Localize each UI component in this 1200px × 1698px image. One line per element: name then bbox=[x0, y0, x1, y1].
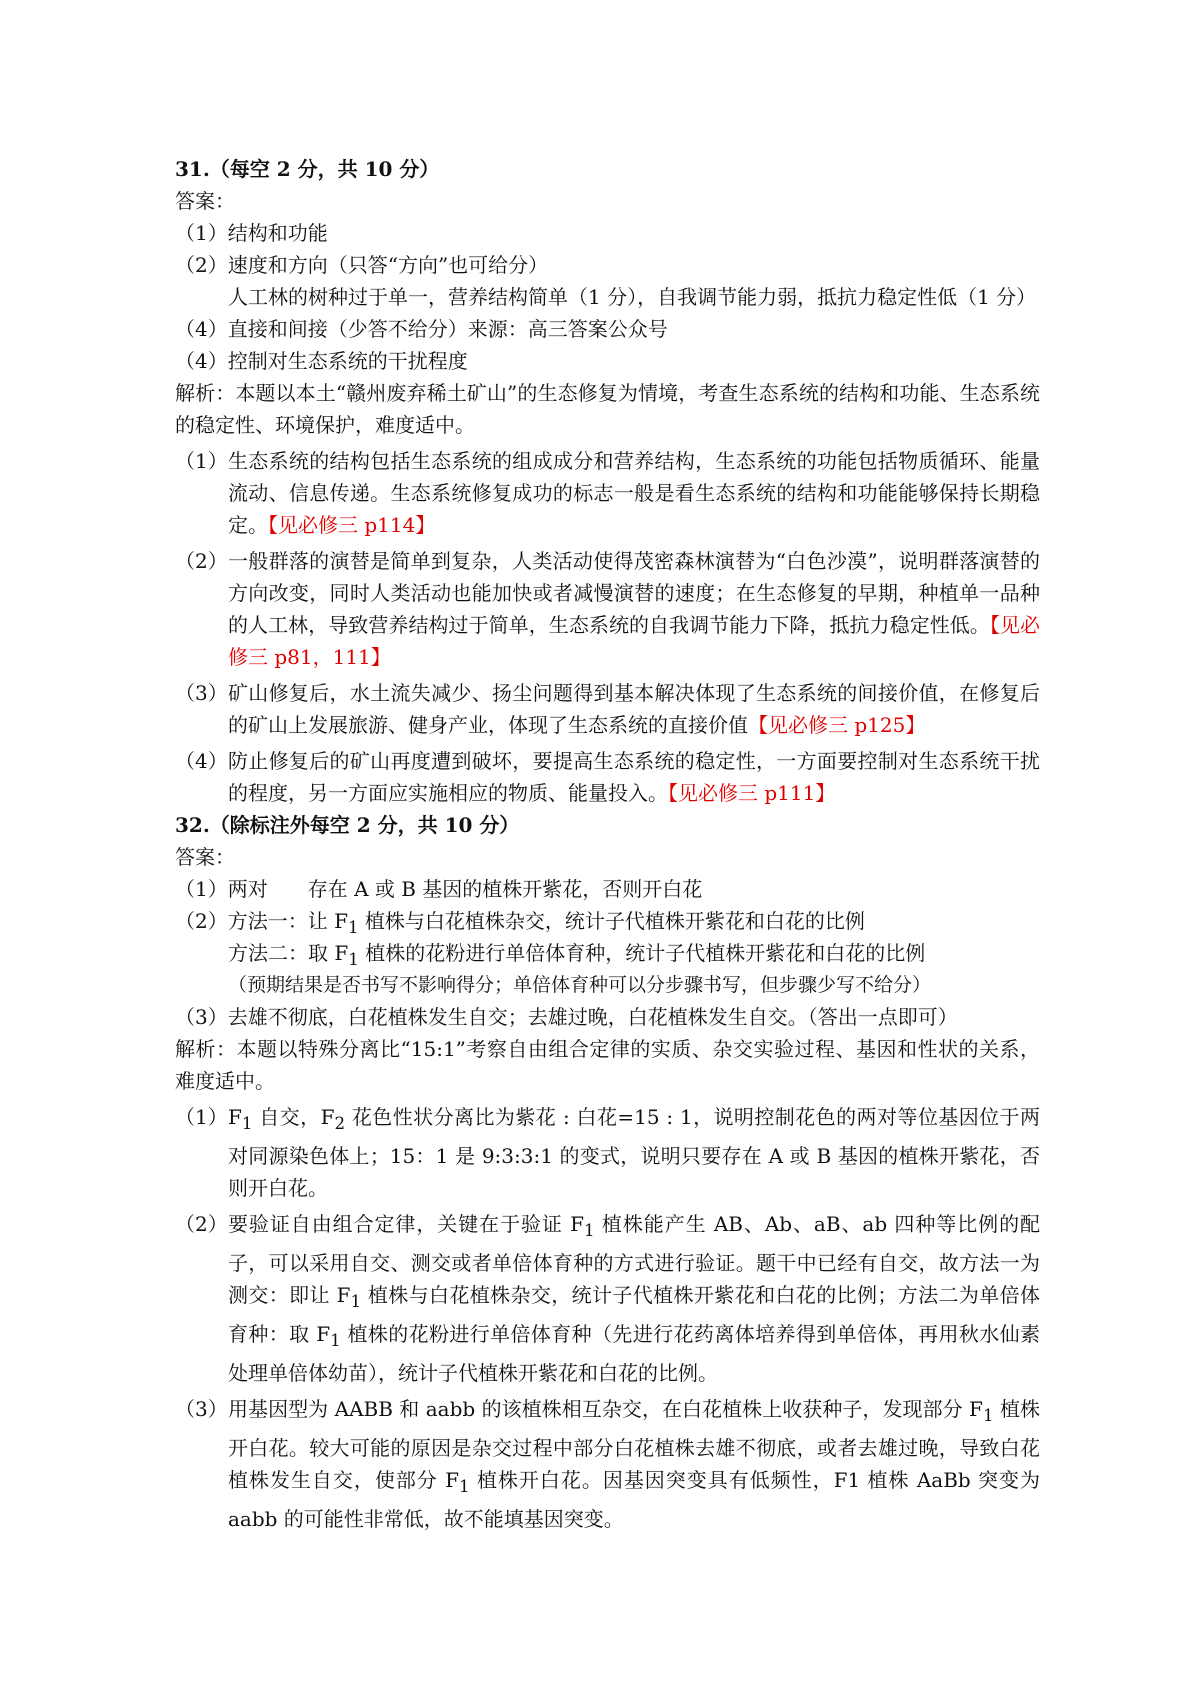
item-number: （1） bbox=[175, 1105, 228, 1129]
subscript: 1 bbox=[347, 918, 359, 937]
q31-answer-label: 答案： bbox=[175, 189, 235, 213]
subscript: 2 bbox=[334, 1114, 346, 1133]
explanation-text: 植株能产生 AB、Ab、aB、ab 四种等比例的配子，可以采用自交、测交或者单倍体育种的方式进行验证。题干中已经有自交，故方法一为测交：即让 F bbox=[228, 1212, 1040, 1307]
q31-heading: 31.（每空 2 分，共 10 分） bbox=[175, 157, 440, 181]
q31-answer-1: （1）结构和功能 bbox=[175, 221, 328, 245]
q31-explanation-4 bbox=[175, 745, 1040, 809]
explanation-text: 植株开白花。较大可能的原因是杂交过程中部分白花植株去雄不彻底，或者去雄过晚，导致白花植株发生自交，使部分 F bbox=[228, 1397, 1040, 1492]
subscript: 1 bbox=[584, 1221, 595, 1240]
explanation-text: 要验证自由组合定律，关键在于验证 F bbox=[228, 1212, 585, 1236]
explanation-text: F bbox=[228, 1105, 242, 1129]
answer-text: 植株的花粉进行单倍体育种，统计子代植株开紫花和白花的比例 bbox=[358, 941, 926, 965]
subscript: 1 bbox=[459, 1477, 470, 1496]
q32-answer-2-note: （预期结果是否书写不影响得分；单倍体育种可以分步骤书写，但步骤少写不给分） bbox=[228, 974, 932, 996]
q32-answer-2-method-2 bbox=[228, 937, 1040, 969]
subscript: 1 bbox=[350, 1292, 362, 1311]
q31-explanation-1 bbox=[175, 445, 1040, 541]
q31-answer-4: （4）直接和间接（少答不给分）来源：高三答案公众号 bbox=[175, 317, 668, 341]
q32-answer-label: 答案： bbox=[175, 845, 235, 869]
answer-number: （1）两对 bbox=[175, 877, 268, 901]
q32-answer-2-method-1 bbox=[175, 905, 1040, 937]
answer-number: （2） bbox=[175, 909, 228, 933]
explanation-text: 用基因型为 AABB 和 aabb 的该植株相互杂交，在白花植株上收获种子，发现部分 F bbox=[228, 1397, 983, 1421]
item-number: （4） bbox=[175, 749, 228, 773]
q32-explanation-2 bbox=[175, 1208, 1040, 1389]
explanation-text: 植株的花粉进行单倍体育种（先进行花药离体培养得到单倍体，再用秋水仙素处理单倍体幼苗），统计子代植株开紫花和白花的比例。 bbox=[228, 1322, 1041, 1385]
answer-text: 存在 A 或 B 基因的植株开紫花，否则开白花 bbox=[307, 877, 703, 901]
textbook-reference: 【见必修三 p111】 bbox=[668, 781, 836, 805]
q32-analysis-intro: 解析：本题以特殊分离比“15:1”考察自由组合定律的实质、杂交实验过程、基因和性状的关系，难度适中。 bbox=[175, 1037, 1040, 1093]
q32-explanation-1 bbox=[175, 1101, 1040, 1204]
q32-explanation-3 bbox=[175, 1393, 1040, 1535]
item-number: （2） bbox=[175, 1212, 228, 1236]
answer-content bbox=[175, 153, 1040, 1535]
subscript: 1 bbox=[982, 1406, 994, 1425]
q31-answer-2: （2）速度和方向（只答“方向”也可给分） bbox=[175, 253, 549, 277]
q31-explanation-3 bbox=[175, 677, 1040, 741]
q32-heading: 32.（除标注外每空 2 分，共 10 分） bbox=[175, 813, 520, 837]
q32-answer-1 bbox=[175, 873, 1040, 905]
explanation-text: 防止修复后的矿山再度遭到破坏，要提高生态系统的稳定性，一方面要控制对生态系统干扰的程度，另一方面应实施相应的物质、能量投入。 bbox=[228, 749, 1040, 805]
answer-text: 植株与白花植株杂交，统计子代植株开紫花和白花的比例 bbox=[358, 909, 865, 933]
explanation-text: 花色性状分离比为紫花 : 白花=15 : 1，说明控制花色的两对等位基因位于两对同源染色体上；15：1 是 9:3:3:1 的变式，说明只要存在 A 或 B 基因的植株开紫花，否则开白花。 bbox=[228, 1105, 1040, 1200]
q32-answer-3: （3）去雄不彻底，白花植株发生自交；去雄过晚，白花植株发生自交。（答出一点即可） bbox=[175, 1005, 958, 1029]
q31-answer-3: 人工林的树种过于单一，营养结构简单（1 分），自我调节能力弱，抵抗力稳定性低（1 分） bbox=[228, 285, 1037, 309]
item-number: （1） bbox=[175, 449, 228, 473]
subscript: 1 bbox=[330, 1331, 341, 1350]
explanation-text: 矿山修复后，水土流失减少、扬尘问题得到基本解决体现了生态系统的间接价值，在修复后的矿山上发展旅游、健身产业，体现了生态系统的直接价值 bbox=[228, 681, 1040, 737]
answer-text: 方法二：取 F bbox=[228, 941, 349, 965]
explanation-text: 植株与白花植株杂交，统计子代植株开紫花和白花的比例；方法二为单倍体育种：取 F bbox=[228, 1283, 1041, 1346]
subscript: 1 bbox=[348, 950, 359, 969]
q31-analysis-intro: 解析：本题以本土“赣州废弃稀土矿山”的生态修复为情境，考查生态系统的结构和功能、生态系统的稳定性、环境保护，难度适中。 bbox=[175, 381, 1040, 437]
answer-text: 方法一：让 F bbox=[227, 909, 348, 933]
q31-explanation-2 bbox=[175, 545, 1040, 673]
q31-answer-5: （4）控制对生态系统的干扰程度 bbox=[175, 349, 468, 373]
textbook-reference: 【见必修三 p125】 bbox=[748, 713, 926, 737]
subscript: 1 bbox=[241, 1114, 253, 1133]
textbook-reference: 【见必修三 p114】 bbox=[268, 513, 436, 537]
explanation-text: 一般群落的演替是简单到复杂，人类活动使得茂密森林演替为“白色沙漠”，说明群落演替的方向改变，同时人类活动也能加快或者减慢演替的速度；在生态修复的早期，种植单一品种的人工林，导致营养结构过于简单，生态系统的自我调节能力下降，抵抗力稳定性低。 bbox=[228, 549, 1040, 637]
textbook-reference: 【见必修三 p81，111】 bbox=[228, 613, 1041, 669]
explanation-text: 生态系统的结构包括生态系统的组成成分和营养结构，生态系统的功能包括物质循环、能量流动、信息传递。生态系统修复成功的标志一般是看生态系统的结构和功能能够保持长期稳定。 bbox=[228, 449, 1040, 537]
explanation-text: 植株开白花。因基因突变具有低频性，F1 植株 AaBb 突变为 aabb 的可能性非常低，故不能填基因突变。 bbox=[228, 1468, 1041, 1531]
explanation-text: 自交，F bbox=[252, 1105, 335, 1129]
item-number: （3） bbox=[175, 681, 228, 705]
item-number: （3） bbox=[175, 1397, 228, 1421]
item-number: （2） bbox=[175, 549, 228, 573]
